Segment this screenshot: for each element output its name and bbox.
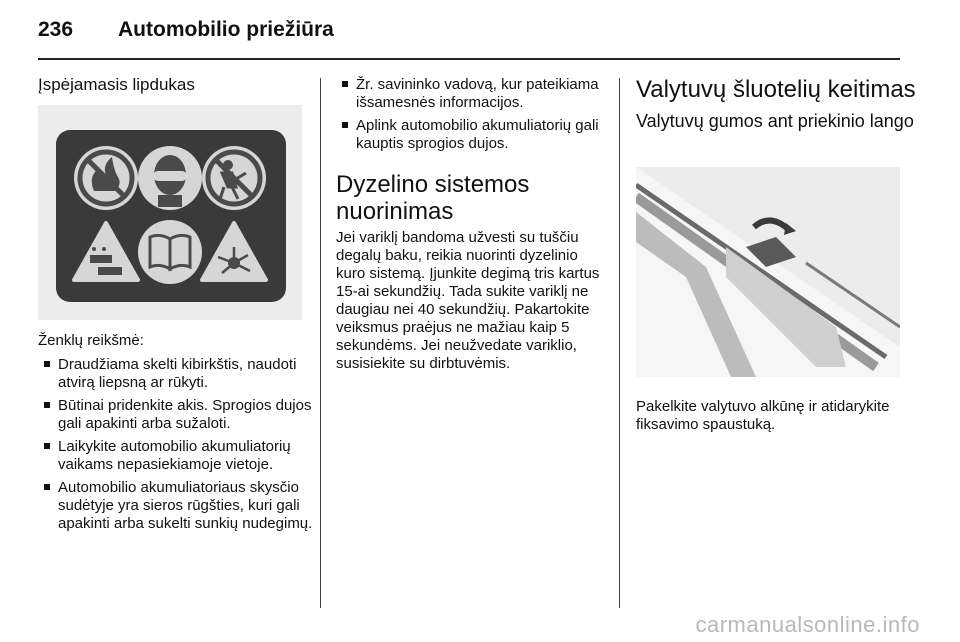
page-title: Automobilio priežiūra (118, 18, 334, 41)
wiper-figure (636, 167, 900, 377)
list-item (38, 438, 313, 474)
keep-children-away-icon (202, 146, 266, 210)
list-item (38, 479, 313, 533)
section-heading-diesel: Dyzelino sistemos nuorinimas (336, 171, 530, 225)
warning-label-figure (38, 105, 302, 320)
signs-label: Ženklų reikšmė: (38, 332, 144, 349)
no-fire-icon (74, 146, 138, 210)
watermark: carmanualsonline.info (695, 612, 920, 637)
bullet-square-icon (44, 361, 50, 367)
section-heading-warning-label: Įspėjamasis lipdukas (38, 75, 195, 94)
list-item (336, 76, 606, 112)
page-number: 236 (38, 18, 74, 41)
eye-protection-icon (138, 146, 202, 210)
column-2 (336, 76, 606, 373)
list-item (38, 397, 313, 433)
list-item-text: Laikykite automobilio akumuliatorių vaikams nepasiekiamoje vietoje. (58, 438, 291, 473)
list-item-text: Draudžiama skelti kibirkštis, naudoti atvirą liepsną ar rūkyti. (58, 356, 297, 391)
list-item-text: Automobilio akumuliatoriaus skysčio sudėtyje yra sieros rūgšties, kuri gali apakinti arba sukelti sunkių nudegimų. (58, 479, 313, 532)
bullet-square-icon (44, 484, 50, 490)
list-item-text: Aplink automobilio akumuliatorių gali kauptis sprogios dujos. (356, 117, 599, 152)
read-manual-icon (138, 220, 202, 284)
list-item-text: Būtinai pridenkite akis. Sprogios dujos gali apakinti arba sužaloti. (58, 397, 312, 432)
list-item (336, 117, 606, 153)
bullet-square-icon (44, 402, 50, 408)
list-item (38, 356, 313, 392)
column-3 (636, 76, 916, 132)
column-1 (38, 76, 308, 94)
column-divider (320, 78, 321, 608)
subheading-wiper-rubber: Valytuvų gumos ant priekinio lango (636, 111, 914, 131)
bullet-square-icon (342, 122, 348, 128)
diesel-body-text: Jei variklį bandoma užvesti su tuščiu degalų baku, reikia nuorinti dyzelinio kuro sistemą. Įjunkite degimą tris kartus 15-ai sekundžių. Tada sukite variklį ne daugiau nei 40 sekundžių. Pakartokite veiksmus praėjus ne mažiau kaip 5 sekundėms. Jei neužvedate variklio, susisiekite su dirbtuvėmis. (336, 229, 600, 372)
page-header (38, 18, 334, 42)
warning-label-illustration (38, 105, 302, 320)
list-item-text: Žr. savininko vadovą, kur pateikiama išsamesnės informacijos. (356, 76, 599, 111)
column-divider (619, 78, 620, 608)
column-1-text (38, 332, 313, 538)
header-rule (38, 58, 900, 60)
column-3-caption (636, 398, 906, 434)
wiper-illustration (636, 167, 900, 377)
wiper-caption: Pakelkite valytuvo alkūnę ir atidarykite fiksavimo spaustuką. (636, 398, 890, 433)
bullet-square-icon (44, 443, 50, 449)
section-heading-wiper: Valytuvų šluotelių keitimas (636, 76, 916, 103)
bullet-square-icon (342, 81, 348, 87)
